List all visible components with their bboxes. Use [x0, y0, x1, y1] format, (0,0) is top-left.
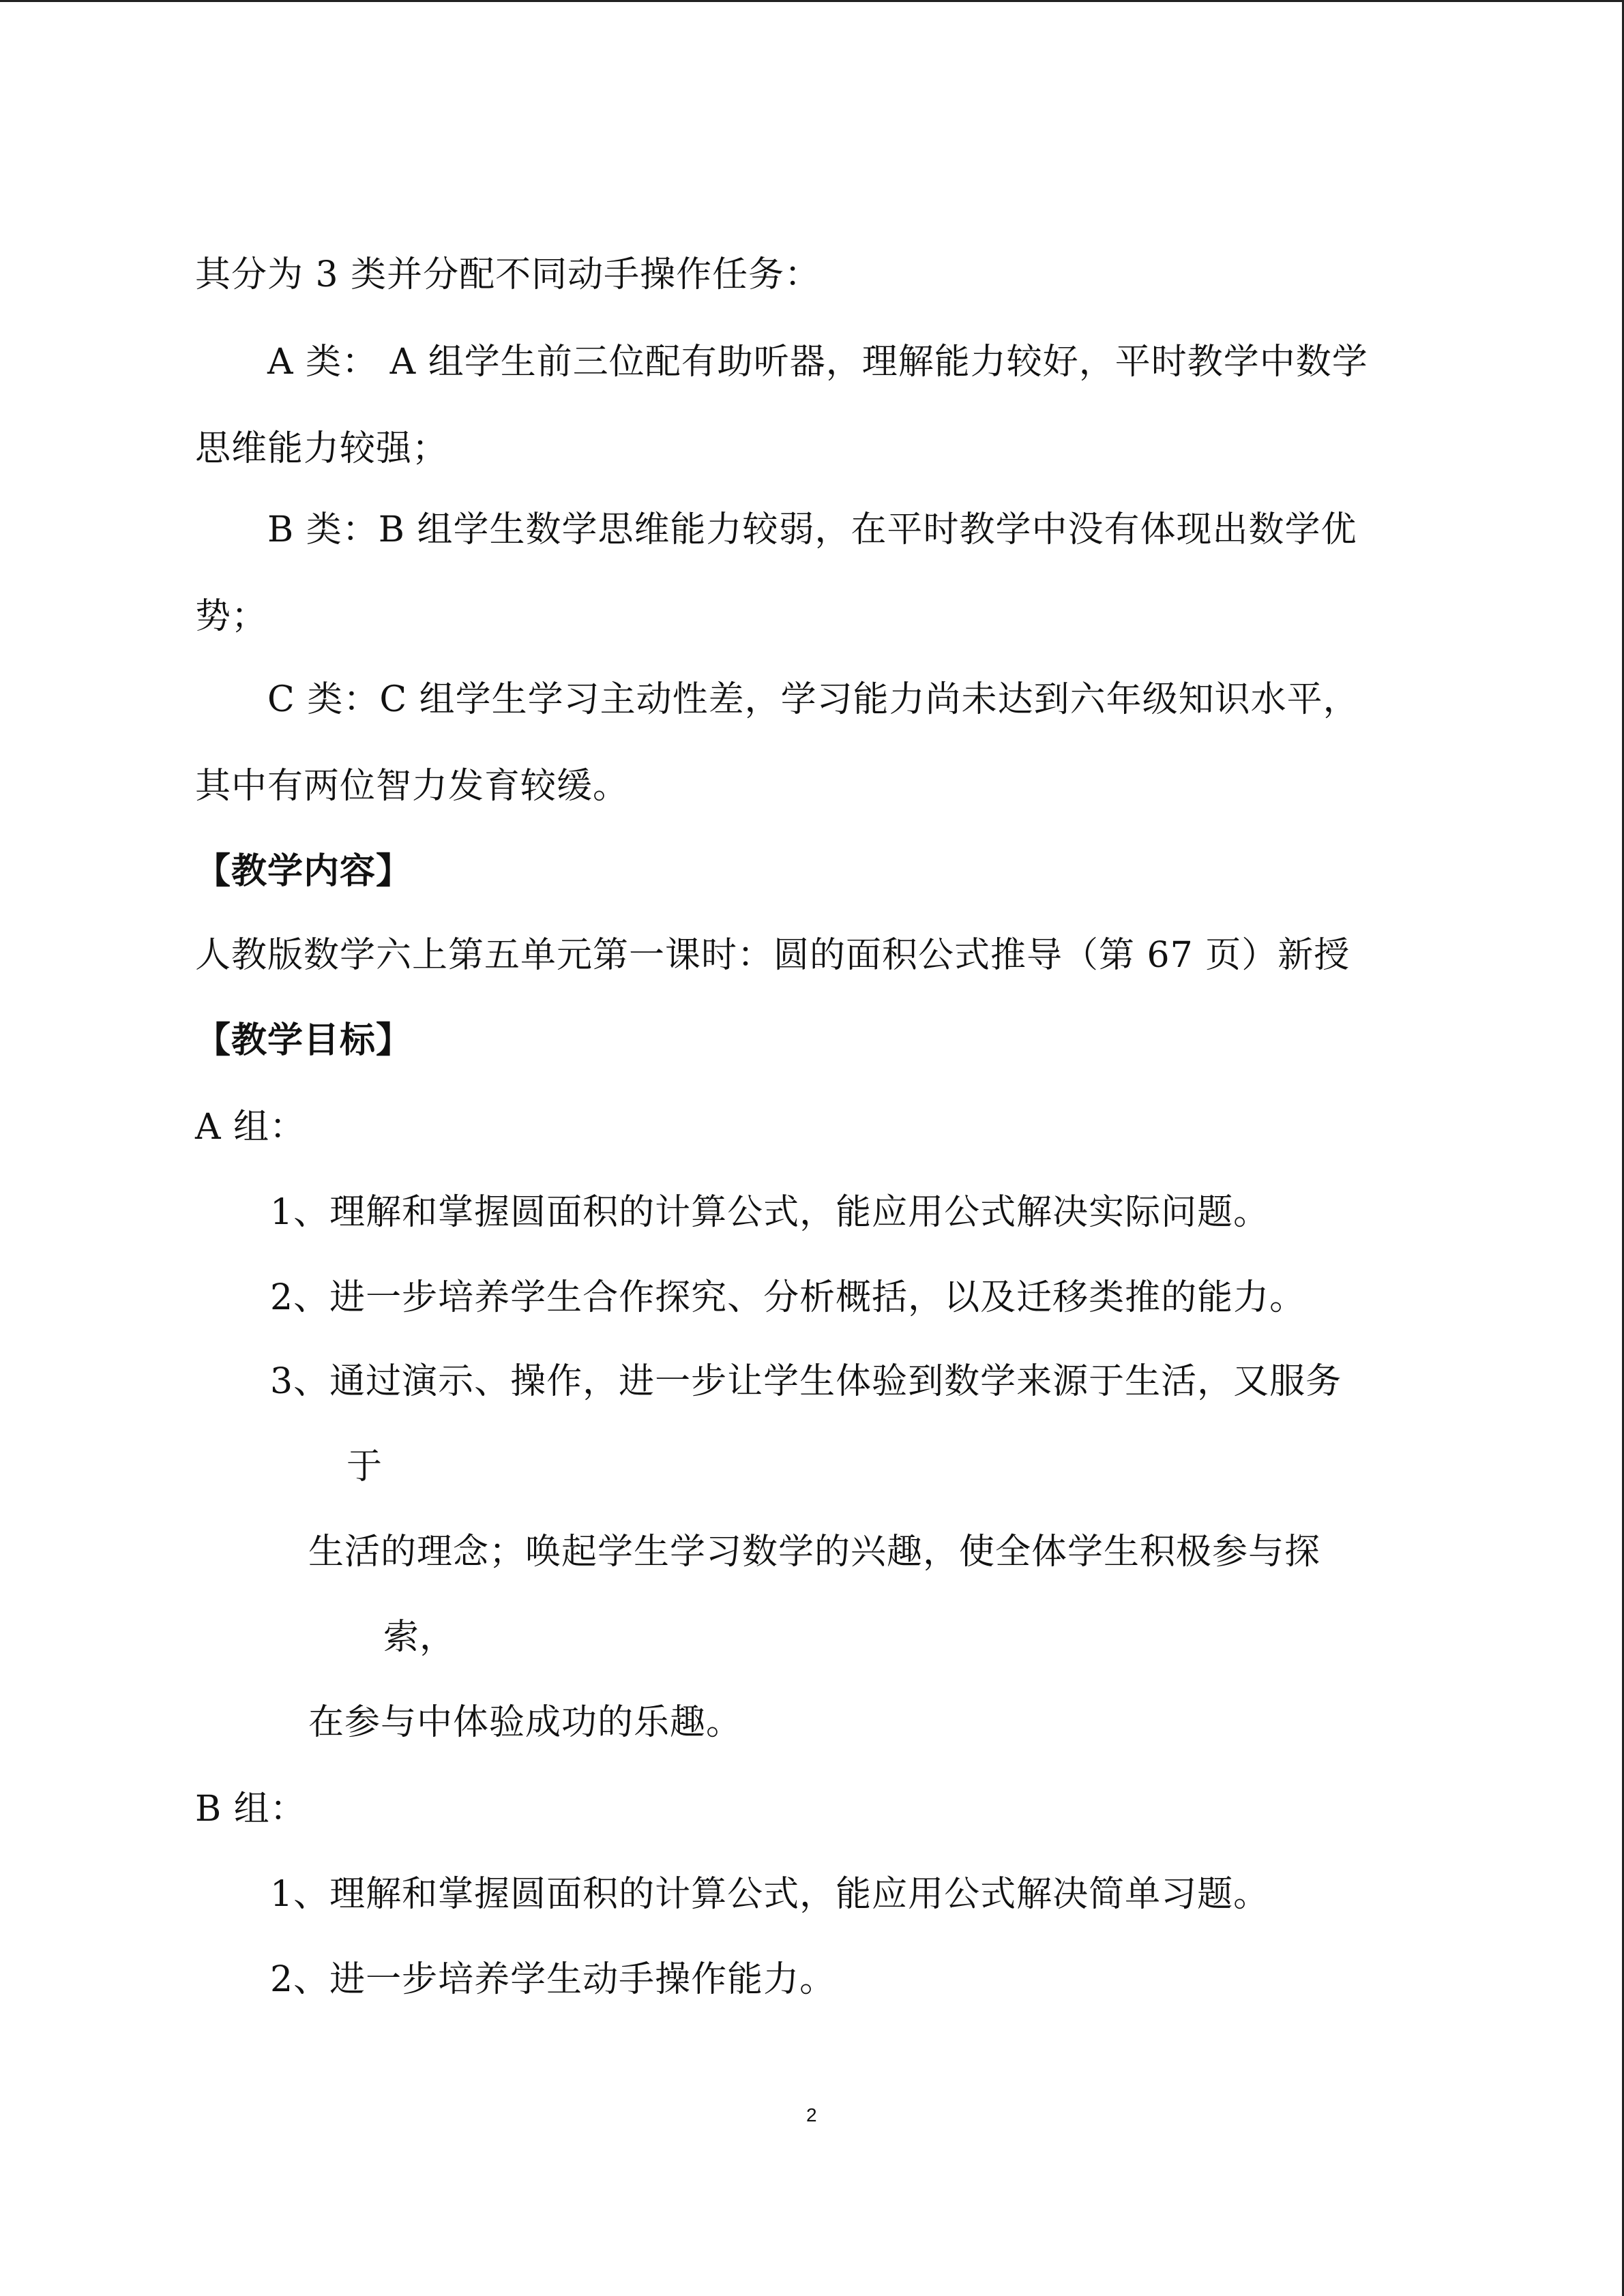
list-item-a-3-cont-2: 生活的理念；唤起学生学习数学的兴趣，使全体学生积极参与探 [308, 1532, 1321, 1572]
paragraph-line-class-a-cont: 思维能力较强； [195, 428, 449, 469]
list-item-a-3-cont-3: 索， [383, 1617, 456, 1658]
list-item-a-3-cont-4: 在参与中体验成功的乐趣。 [308, 1702, 743, 1743]
page-number: 2 [806, 2104, 817, 2126]
list-item-a-1: 1、理解和掌握圆面积的计算公式，能应用公式解决实际问题。 [270, 1192, 1270, 1233]
list-item-a-2: 2、进一步培养学生合作探究、分析概括，以及迁移类推的能力。 [270, 1277, 1306, 1318]
paragraph-line-intro: 其分为 3 类并分配不同动手操作任务： [195, 254, 821, 295]
section-heading-objectives: 【教学目标】 [195, 1020, 413, 1061]
section-heading-content: 【教学内容】 [195, 851, 413, 892]
paragraph-line-class-c-cont: 其中有两位智力发育较缓。 [195, 766, 630, 807]
paragraph-line-class-c: C 类：C 组学生学习主动性差，学习能力尚未达到六年级知识水平， [267, 679, 1359, 720]
group-label-a: A 组： [195, 1107, 306, 1148]
group-label-b: B 组： [195, 1789, 306, 1830]
list-item-a-3-cont-1: 于 [346, 1446, 383, 1487]
list-item-b-1: 1、理解和掌握圆面积的计算公式，能应用公式解决简单习题。 [270, 1874, 1270, 1915]
paragraph-line-class-b-cont: 势； [195, 596, 268, 637]
paragraph-line-content: 人教版数学六上第五单元第一课时：圆的面积公式推导（第 67 页）新授 [195, 935, 1350, 976]
page-border-top [0, 0, 1624, 2]
paragraph-line-class-b: B 类：B 组学生数学思维能力较弱，在平时教学中没有体现出数学优 [267, 509, 1357, 550]
list-item-a-3: 3、通过演示、操作，进一步让学生体验到数学来源于生活，又服务 [270, 1361, 1342, 1402]
paragraph-line-class-a: A 类： A 组学生前三位配有助听器，理解能力较好，平时教学中数学 [267, 342, 1368, 383]
list-item-b-2: 2、进一步培养学生动手操作能力。 [270, 1959, 836, 2000]
